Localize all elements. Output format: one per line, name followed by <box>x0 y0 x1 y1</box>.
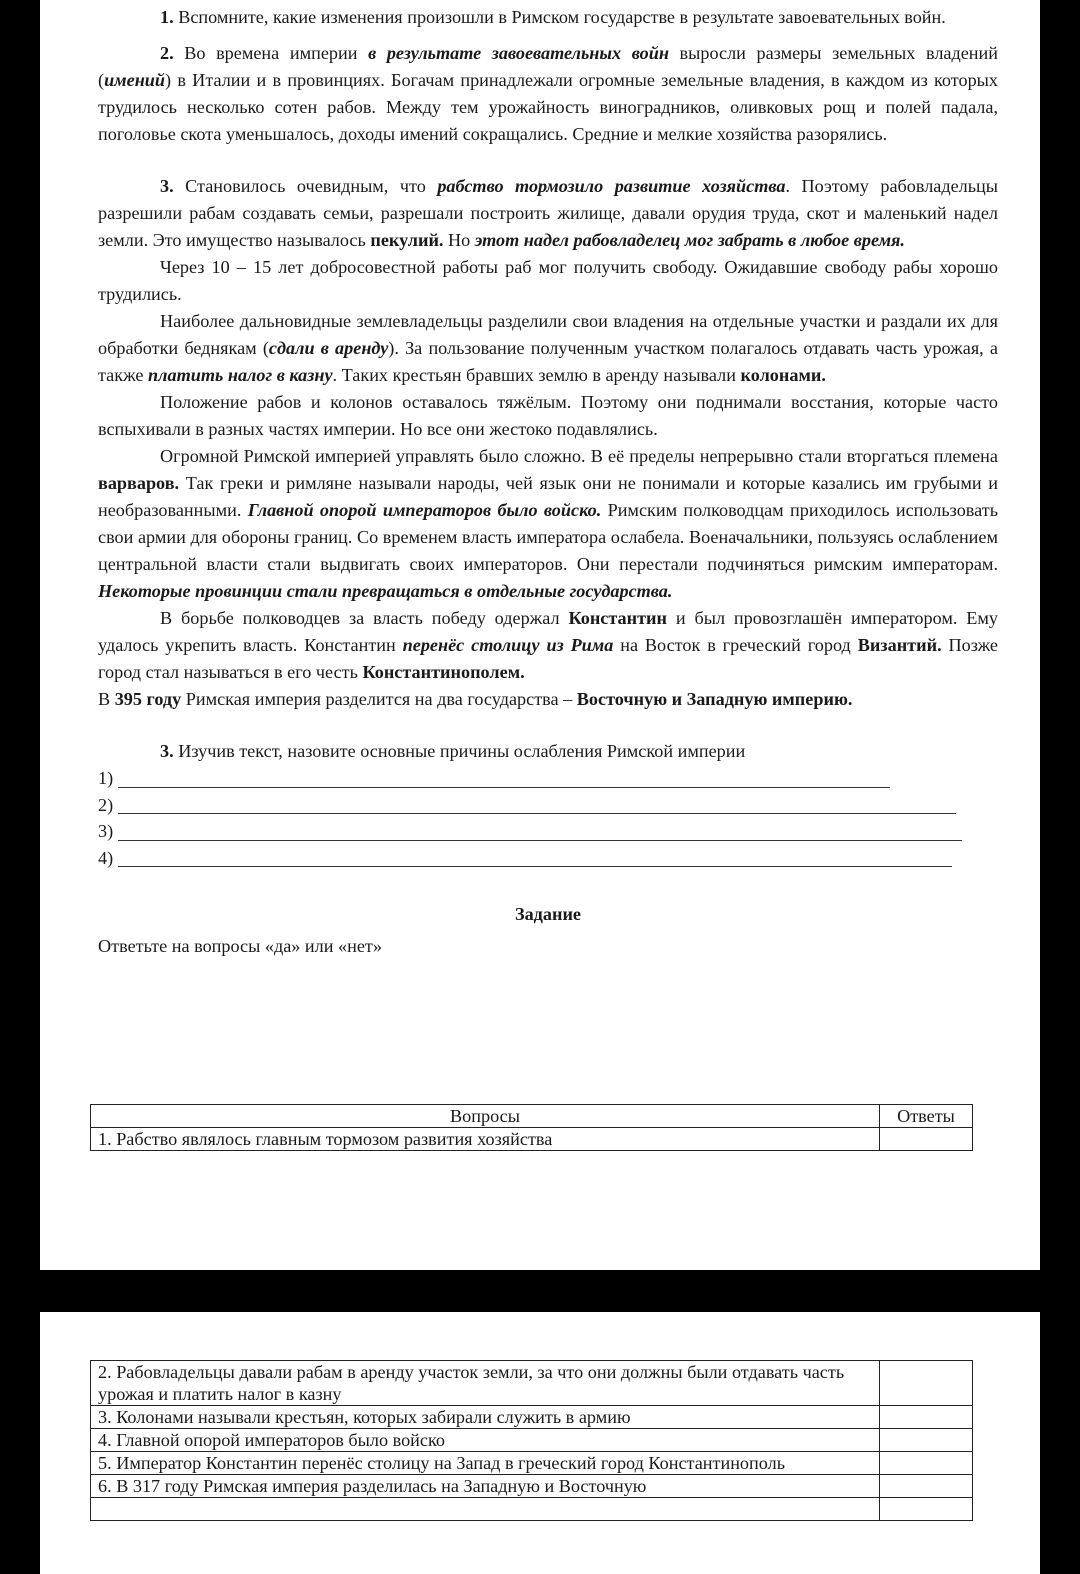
para8-run: перенёс столицу из Рима <box>402 635 614 655</box>
table-row <box>91 1406 973 1429</box>
question-cell: 3. Колонами называли крестьян, которых забирали служить в армию <box>91 1406 880 1429</box>
answer-cell[interactable] <box>880 1452 973 1475</box>
answer-number: 2) <box>98 794 114 815</box>
answer-lines <box>98 765 998 871</box>
para8-run: на Восток в греческий город <box>613 635 858 655</box>
answer-cell[interactable] <box>880 1406 973 1429</box>
para7-run: Римским полководцам приходилось использовать свои армии для обороны границ. Со временем власть императора ослабела. Военачальники, пользуясь ослаблением центральной власти стали выдвигать своих императоров. Они перестали подчиняться римским императорам. <box>98 500 998 574</box>
question-cell <box>91 1498 880 1521</box>
answer-cell[interactable] <box>880 1475 973 1498</box>
task-heading: Задание <box>514 904 582 924</box>
questions-table-continued <box>90 1360 973 1521</box>
question-cell: 6. В 317 году Римская империя разделилась на Западную и Восточную <box>91 1475 880 1498</box>
worksheet-text <box>98 4 998 960</box>
table-row <box>91 1452 973 1475</box>
para8-run: Константин <box>568 608 667 628</box>
questions-header: Вопросы <box>91 1105 880 1128</box>
para8-run: Византий. <box>857 635 942 655</box>
para5-run: ). За пользование полученным участком полагалось отдавать часть урожая, а также <box>98 338 998 385</box>
answer-blank[interactable] <box>118 821 962 841</box>
page-1 <box>40 0 1040 1270</box>
para7-run: Главной опорой императоров было войско. <box>247 500 602 520</box>
para3-run: 3. <box>160 176 174 196</box>
answer-blank[interactable] <box>118 768 890 788</box>
answer-line[interactable] <box>98 792 998 819</box>
paragraph-7 <box>98 443 998 605</box>
paragraph-5 <box>98 308 998 389</box>
para8-run: В борьбе полководцев за власть победу одержал <box>160 608 569 628</box>
para3-run: этот надел рабовладелец мог забрать в любое время. <box>474 230 905 250</box>
answer-number: 4) <box>98 847 114 868</box>
answer-number: 3) <box>98 821 114 841</box>
para2-run: 2. <box>160 43 174 63</box>
para9-run: Римская империя разделится на два государства – <box>181 689 577 709</box>
paragraph-4 <box>98 254 998 308</box>
task1-run: 1. <box>160 7 174 27</box>
table-row <box>91 1361 973 1406</box>
para5-run: Наиболее дальновидные землевладельцы разделили свои владения на отдельные участки и раздали их для обработки беднякам ( <box>98 311 998 358</box>
paragraph-2 <box>98 40 998 148</box>
para3-run: . Поэтому рабовладельцы разрешили рабам создавать семьи, разрешали построить жилище, давали орудия труда, скот и маленький надел земли. Это имущество называлось <box>98 176 999 250</box>
para8-run: Константинополем. <box>362 662 525 682</box>
answer-line[interactable] <box>98 765 998 792</box>
question-cell: 1. Рабство являлось главным тормозом развития хозяйства <box>91 1128 880 1151</box>
para5-run: платить налог в казну <box>148 365 333 385</box>
question-cell: 5. Император Константин перенёс столицу на Запад в греческий город Константинополь <box>91 1452 880 1475</box>
para9-run: Восточную и Западную империю. <box>576 689 853 709</box>
answers-header: Ответы <box>880 1105 973 1128</box>
para7-run: Некоторые провинции стали превращаться в отдельные государства. <box>98 581 673 601</box>
para7-run: Огромной Римской империей управлять было сложно. В её пределы непрерывно стали вторгаться племена <box>160 446 998 466</box>
paragraph-8 <box>98 605 998 686</box>
para3-run: пекулий. <box>370 230 444 250</box>
para7-run: варваров. <box>98 473 180 493</box>
para2-run: имений <box>104 70 166 90</box>
para2-run: ) в Италии и в провинциях. Богачам принадлежали огромные земельные владения, в каждом из которых трудилось несколько сотен рабов. Между тем урожайность виноградников, оливковых рощ и полей падала, поголовье скота уменьшалось, доходы имений сокращались. Средние и мелкие хозяйства разорялись. <box>98 70 998 144</box>
table-row <box>91 1429 973 1452</box>
question-cell: 2. Рабовладельцы давали рабам в аренду участок земли, за что они должны были отдавать часть урожая и платить налог в казну <box>91 1361 880 1406</box>
paragraph-9 <box>98 686 998 713</box>
table-header-row <box>91 1105 973 1128</box>
para9-run: 395 году <box>114 689 182 709</box>
paragraph-3 <box>98 173 998 254</box>
para5-run: . Таких крестьян бравших землю в аренду называли <box>332 365 741 385</box>
answer-cell[interactable] <box>880 1128 973 1151</box>
para3-run: Становилось очевидным, что <box>173 176 438 196</box>
answer-cell[interactable] <box>880 1361 973 1406</box>
answer-blank[interactable] <box>118 847 952 867</box>
answer-line[interactable] <box>98 818 998 845</box>
table-row <box>91 1475 973 1498</box>
para4-run: Через 10 – 15 лет добросовестной работы раб мог получить свободу. Ожидавшие свободу рабы хорошо трудились. <box>98 257 998 304</box>
para8-run: и был провозглашён императором. Ему удалось укрепить власть. Константин <box>98 608 999 655</box>
para5-run: сдали в аренду <box>268 338 389 358</box>
para3-run: Но <box>443 230 475 250</box>
question3-run: 3. <box>160 741 174 761</box>
para6-run: Положение рабов и колонов оставалось тяжёлым. Поэтому они поднимали восстания, которые часто вспыхивали в разных частях империи. Но все они жестоко подавлялись. <box>98 392 998 439</box>
para2-run: выросли размеры земельных владений ( <box>98 43 998 90</box>
question-cell: 4. Главной опорой императоров было войско <box>91 1429 880 1452</box>
para9-run: В <box>98 689 115 709</box>
answer-number: 1) <box>98 768 114 788</box>
question-3 <box>98 738 998 765</box>
task1-run: Вспомните, какие изменения произошли в Римском государстве в результате завоевательных войн. <box>173 7 946 27</box>
questions-table <box>90 1104 973 1151</box>
answer-line[interactable] <box>98 845 998 872</box>
task-instruction: Ответьте на вопросы «да» или «нет» <box>98 936 382 956</box>
table-row <box>91 1498 973 1521</box>
table-row <box>91 1128 973 1151</box>
para3-run: рабство тормозило развитие хозяйства <box>437 176 786 196</box>
paragraph-6 <box>98 389 998 443</box>
answer-cell[interactable] <box>880 1429 973 1452</box>
answer-blank[interactable] <box>118 794 956 814</box>
para7-run: Так греки и римляне называли народы, чей язык они не понимали и которые казались им грубыми и необразованными. <box>98 473 998 520</box>
question3-run: Изучив текст, назовите основные причины ослабления Римской империи <box>173 741 746 761</box>
task-1 <box>98 4 998 31</box>
para5-run: колонами. <box>740 365 826 385</box>
answer-cell[interactable] <box>880 1498 973 1521</box>
para2-run: Во времена империи <box>173 43 369 63</box>
para8-run: Позже город стал называться в его честь <box>98 635 998 682</box>
page-2 <box>40 1312 1040 1574</box>
para2-run: в результате завоевательных войн <box>368 43 669 63</box>
